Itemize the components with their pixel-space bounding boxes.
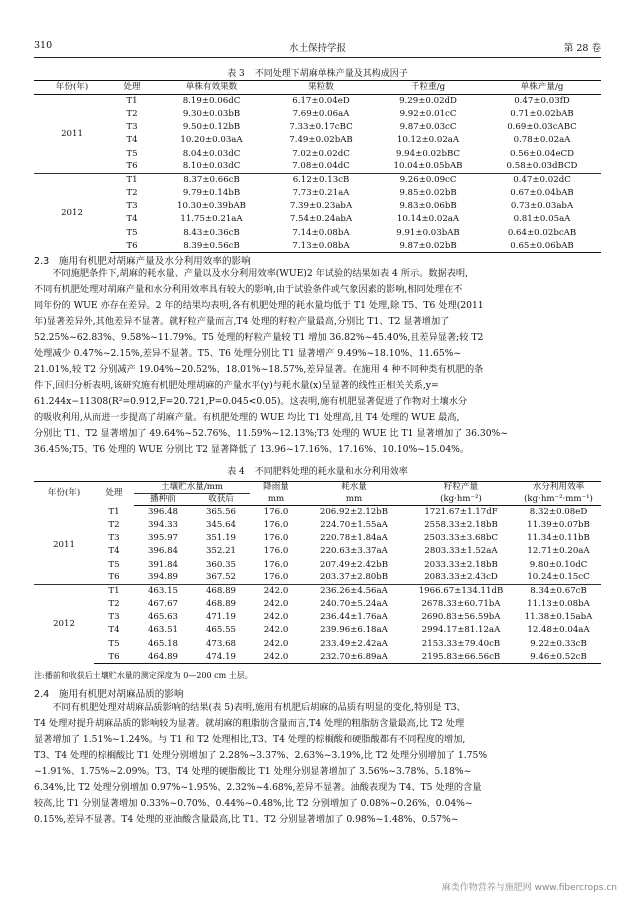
table3-cell: 11.75±0.21aA (180, 214, 243, 225)
table4-cell: 465.18 (147, 638, 179, 649)
table3-title: 不同处理下胡麻单株产量及其构成因子 (254, 69, 408, 79)
table4-label: 表 4 (227, 467, 245, 477)
table4-cell: 207.49±2.42bB (319, 559, 389, 570)
table4-row (34, 585, 601, 598)
page-number: 310 (34, 40, 53, 51)
table3-header-seeds: 果粒数 (269, 81, 373, 95)
table4-row (34, 651, 601, 664)
table4-cell: 2011 (53, 539, 75, 550)
table4-header-soil-water: 土壤贮水量/mm (134, 482, 250, 494)
table4-cell: 240.70±5.24aA (320, 599, 388, 610)
table4-cell: 242.0 (263, 612, 289, 623)
table4-cell: 473.68 (205, 638, 237, 649)
table3-cell: T1 (126, 96, 138, 107)
table3-cell: 0.64±0.02bcAB (507, 227, 577, 238)
table4-cell: T5 (108, 559, 120, 570)
table4-cell: 176.0 (263, 572, 289, 583)
table4-row (34, 637, 601, 650)
table4-cell: 465.63 (147, 612, 179, 623)
table3-header-kernel-weight: 千粒重/g (373, 81, 483, 95)
table4-cell: 395.97 (147, 533, 179, 544)
table3-header-yield: 单株产量/g (483, 81, 601, 95)
running-header (34, 40, 601, 56)
section-2-3-body (34, 266, 601, 458)
text-line: 的吸收利用,从而进一步提高了胡麻产量。有机肥处理的 WUE 均比 T1 处理高,且 T4 处理的 WUE 最高, (34, 412, 460, 423)
table3-row (34, 121, 601, 134)
table4-cell: 351.19 (205, 533, 237, 544)
table4-header-rainfall-unit: mm (250, 494, 302, 506)
table3-cell: 7.33±0.17cBC (289, 122, 353, 133)
table3-cell: 8.19±0.06dC (182, 96, 241, 107)
table4-cell: 1721.67±1.17dF (424, 507, 498, 518)
table3-cell: 0.65±0.06bAB (483, 240, 601, 253)
table4-cell: 9.22±0.33cB (530, 638, 587, 649)
table4-cell: 365.56 (205, 507, 237, 518)
text-line: T4 处理对提升胡麻品质的影响较为显著。就胡麻的粗脂肪含量而言,T4 处理的粗脂肪含量最高,比 T2 处理 (34, 718, 465, 729)
table4-cell: 2195.83±66.56cB (406, 651, 516, 664)
table3-cell: 7.73±0.21aA (292, 188, 350, 199)
table4-header-rainfall: 降雨量 (250, 482, 302, 494)
table4-cell: 12.48±0.04aA (527, 625, 590, 636)
table3-cell: 9.29±0.02dD (399, 96, 457, 107)
text-line: 21.01%,较 T2 分别减产 19.04%~20.52%、18.01%~18.57%,差异显著。在施用 4 种不同种类有机肥的条 (34, 364, 484, 375)
table4-cell: 8.34±0.67cB (516, 585, 601, 598)
table3-row (34, 108, 601, 121)
table3-cell: 6.12±0.13cB (269, 174, 373, 187)
table3-cell: 7.14±0.08bA (292, 227, 350, 238)
table3-row (34, 174, 601, 187)
table3-cell: 9.30±0.03bB (182, 108, 241, 119)
table4-cell: 11.39±0.07bB (527, 519, 590, 530)
table3-header-capsules: 单株有效果数 (154, 81, 269, 95)
table3-row (34, 147, 601, 160)
table3-cell: 9.91±0.03bAB (396, 227, 460, 238)
table4-header-year: 年份(年) (34, 482, 94, 506)
table4-cell: 242.0 (263, 625, 289, 636)
table4-cell: T1 (94, 585, 134, 598)
table4-cell: 345.64 (205, 519, 237, 530)
table4-header-water-unit: mm (302, 494, 406, 506)
table3-cell: T5 (126, 227, 138, 238)
table4-cell: 224.70±1.55aA (320, 519, 388, 530)
table4-cell: T2 (108, 599, 120, 610)
table4-cell: 474.19 (192, 651, 250, 664)
table4-cell: 464.89 (134, 651, 192, 664)
table3-cell: 0.47±0.03fD (514, 96, 570, 107)
table3-cell: 10.12±0.02aA (396, 135, 460, 146)
text-line: 件下,回归分析表明,该研究施有机肥处理胡麻的产量水平(y)与耗水量(x)呈显著的线性正相关关系,y= (34, 380, 439, 391)
table3-cell: 10.20±0.03aA (180, 135, 243, 146)
table3-label: 表 3 (227, 69, 245, 79)
table4-cell: T5 (108, 638, 120, 649)
table4-cell: 176.0 (263, 533, 289, 544)
table4-cell: T3 (108, 533, 120, 544)
table3-cell: 2012 (34, 174, 110, 253)
table4-cell: 394.89 (147, 572, 179, 583)
table4-cell: 2033.33±2.18bB (424, 559, 498, 570)
table4-cell: 176.0 (263, 507, 289, 518)
table4-cell: 232.70±6.89aA (302, 651, 406, 664)
text-line: 6.34%,比 T2 处理分别增加 0.97%~1.95%、2.32%~4.68%,差异不显著。油酸表现为 T4、T5 处理的含量 (34, 782, 482, 793)
table4-header-before-sowing: 播种前 (134, 494, 192, 506)
table4-cell: 176.0 (263, 546, 289, 557)
table4-cell: 242.0 (250, 585, 302, 598)
table4-cell: 12.71±0.20aA (527, 546, 590, 557)
table4-cell: 468.89 (205, 599, 237, 610)
table4-cell: T2 (108, 519, 120, 530)
table4-cell: 2690.83±56.59bA (421, 612, 501, 623)
table3-cell: 0.69±0.03cABC (507, 122, 577, 133)
table4-cell: 11.13±0.08bA (527, 599, 590, 610)
table3-cell: 0.71±0.02bAB (510, 108, 574, 119)
table3-cell: 7.39±0.23abA (289, 201, 353, 212)
table4-cell: T4 (108, 625, 120, 636)
table4-cell: T6 (108, 572, 120, 583)
table3-cell: T1 (110, 174, 154, 187)
watermark: 麻类作物营养与施肥网 www.fibercrops.cn (441, 883, 617, 893)
table3-cell: 9.79±0.14bB (182, 188, 241, 199)
table3-cell: 10.14±0.02aA (396, 214, 460, 225)
table4-cell: 242.0 (250, 651, 302, 664)
table4-cell: 236.44±1.76aA (320, 612, 388, 623)
table4-cell: 468.89 (192, 585, 250, 598)
table4-row (34, 611, 601, 624)
table3-cell: 7.49±0.02bAB (289, 135, 353, 146)
section-2-4-body (34, 700, 601, 828)
text-line: 不同有机肥处理对胡麻品质影响的结果(表 5)表明,施用有机肥后胡麻的品质有明显的变化,特别是 T3、 (34, 702, 466, 713)
table4-header-wue-unit: (kg·hm⁻²·mm⁻¹) (516, 494, 601, 506)
table4-row (34, 519, 601, 532)
table4-cell: 352.21 (205, 546, 237, 557)
table4-cell: 8.32±0.08eD (529, 507, 588, 518)
text-line: 不同施肥条件下,胡麻的耗水量、产量以及水分利用效率(WUE)2 年试验的结果如表 4 所示。数据表明, (34, 268, 469, 279)
table4-row (34, 532, 601, 545)
table3-cell: 9.85±0.02bB (399, 188, 457, 199)
table4-header-grain-yield: 籽粒产量 (406, 482, 516, 494)
table3-cell: 0.58±0.03dBCD (506, 161, 578, 172)
table4-cell: 2153.33±79.40cB (421, 638, 501, 649)
table4-cell: 2994.17±81.12aA (421, 625, 501, 636)
text-line: 年)显著差异外,其他差异不显著。就籽粒产量而言,T4 处理的籽粒产量最高,分别比 T1、T2 显著增加了 (34, 316, 450, 327)
table4-title: 不同肥料处理的耗水量和水分利用效率 (254, 467, 408, 477)
text-line: 处理减少 0.47%~2.15%,差异不显著。T5、T6 处理分别比 T1 显著增产 9.49%~18.10%、11.65%~ (34, 348, 462, 359)
table3-cell: 0.78±0.02aA (513, 135, 571, 146)
text-line: ~1.91%、1.75%~2.09%。T3、T4 处理的硬脂酸比 T1 处理分别显著增加了 3.56%~3.78%、5.18%~ (34, 766, 472, 777)
table4-cell: 242.0 (263, 638, 289, 649)
table3-cell: 8.39±0.56cB (154, 240, 269, 253)
table4-cell: 176.0 (263, 559, 289, 570)
table4-cell: 465.55 (205, 625, 237, 636)
table4-cell: 396.84 (147, 546, 179, 557)
table4-cell: 11.38±0.15abA (524, 612, 593, 623)
table4-cell: 467.67 (147, 599, 179, 610)
table3-row (34, 160, 601, 173)
text-line: 同年份的 WUE 亦存在差异。2 年的结果均表明,各有机肥处理的耗水量均低于 T1 处理,除 T5、T6 处理(2011 (34, 300, 484, 311)
table3-cell: T3 (126, 201, 138, 212)
header-rule (34, 57, 601, 58)
section-2-3-heading: 2.3 施用有机肥对胡麻产量及水分利用效率的影响 (34, 256, 251, 267)
table4-cell: 2012 (34, 585, 94, 664)
table3-cell: 9.87±0.02bB (373, 240, 483, 253)
table4-cell: T6 (94, 651, 134, 664)
table3-cell: 9.94±0.02bBC (395, 148, 461, 159)
table4-cell: 176.0 (263, 519, 289, 530)
table3-header-year: 年份(年) (34, 81, 110, 95)
table4-cell: 360.35 (205, 559, 237, 570)
table3-cell: 8.10±0.03dC (182, 161, 241, 172)
table4-header-yield-unit: (kg·hm⁻²) (406, 494, 516, 506)
table4-cell: 236.26±4.56aA (302, 585, 406, 598)
table3-cell: T4 (126, 214, 138, 225)
table4-row (34, 598, 601, 611)
table3-cell: T2 (126, 188, 138, 199)
table4-cell: 2503.33±3.68bC (424, 533, 498, 544)
table4-header-wue: 水分利用效率 (516, 482, 601, 494)
table4-cell: 394.33 (147, 519, 179, 530)
table3-row (34, 134, 601, 147)
table3 (34, 80, 601, 253)
table4-cell: 10.24±0.15cC (527, 572, 590, 583)
table4 (34, 481, 601, 664)
table4-row (34, 571, 601, 584)
table4-cell: 391.84 (147, 559, 179, 570)
table4-cell: 367.52 (205, 572, 237, 583)
table3-cell: T3 (126, 122, 138, 133)
table4-row (34, 545, 601, 558)
text-line: 分别比 T1、T2 显著增加了 49.64%~52.76%、11.59%~12.13%;T3 处理的 WUE 比 T1 显著增加了 36.30%~ (34, 428, 508, 439)
table4-caption (34, 464, 601, 477)
table3-cell: 0.56±0.04eCD (509, 148, 575, 159)
table4-row (34, 558, 601, 571)
table3-cell: 8.04±0.03dC (182, 148, 241, 159)
table4-cell: 239.96±6.18aA (320, 625, 388, 636)
table3-cell: 10.04±0.05bAB (393, 161, 463, 172)
table4-header-treatment: 处理 (94, 482, 134, 506)
table4-cell: 2678.33±60.71bA (421, 599, 501, 610)
table4-cell: T3 (108, 612, 120, 623)
table3-cell: 0.47±0.02dC (483, 174, 601, 187)
table4-cell: 206.92±2.12bB (319, 507, 389, 518)
table4-header-after-harvest: 收获后 (192, 494, 250, 506)
table3-row (34, 95, 601, 108)
table4-cell: T4 (108, 546, 120, 557)
table3-row (34, 200, 601, 213)
table3-row (34, 187, 601, 200)
table4-row (34, 624, 601, 637)
text-line: 较高,比 T1 分别显著增加 0.33%~0.70%、0.44%~0.48%,比 T2 分别增加了 0.08%~0.26%、0.04%~ (34, 798, 473, 809)
table3-cell: 9.83±0.06bB (399, 201, 457, 212)
text-line: 显著增加了 1.51%~1.24%。与 T1 和 T2 处理相比,T3、T4 处理的棕榈酸和硬脂酸都有不同程度的增加, (34, 734, 466, 745)
text-line: 61.244x−11308(R²=0.912,F=20.721,P=0.045<0.05)。这表明,施有机肥显著促进了作物对土壤水分 (34, 396, 468, 407)
table4-cell: 220.63±3.37aA (320, 546, 388, 557)
table3-cell: 7.02±0.02dC (292, 148, 350, 159)
text-line: 52.25%~62.83%、9.58%~11.79%。T5 处理的籽粒产量较 T1 增加 36.82%~45.40%,且差异显著;较 T2 (34, 332, 484, 343)
table4-cell: 9.80±0.10dC (529, 559, 588, 570)
table4-cell: 1966.67±134.11dB (406, 585, 516, 598)
table4-cell: 463.15 (134, 585, 192, 598)
table4-cell: 11.34±0.11bB (527, 533, 590, 544)
table3-cell: 9.92±0.01cC (399, 108, 457, 119)
table4-cell: 242.0 (263, 599, 289, 610)
table3-cell: 9.87±0.03cC (399, 122, 457, 133)
table3-cell: T2 (126, 108, 138, 119)
table4-cell: 463.51 (147, 625, 179, 636)
table3-header-treatment: 处理 (110, 81, 154, 95)
table4-header-water-consumption: 耗水量 (302, 482, 406, 494)
table3-cell: 0.73±0.03abA (510, 201, 574, 212)
text-line: 0.15%,差异不显著。T4 处理的亚油酸含量最高,比 T1、T2 分别显著增加了 0.98%~1.48%、0.57%~ (34, 814, 459, 825)
table4-cell: 220.78±1.84aA (320, 533, 388, 544)
section-2-4-heading: 2.4 施用有机肥对胡麻品质的影响 (34, 689, 184, 700)
table3-cell: 9.50±0.12bB (182, 122, 241, 133)
table4-note: 注:播前和收获后土壤贮水量的测定深度为 0—200 cm 土层。 (34, 671, 253, 680)
table4-row (34, 506, 601, 519)
table3-cell: 7.08±0.04dC (292, 161, 350, 172)
journal-name: 水土保持学报 (288, 43, 346, 54)
table4-cell: 2558.33±2.18bB (424, 519, 498, 530)
table3-row (34, 240, 601, 253)
table3-cell: 7.13±0.08bA (269, 240, 373, 253)
table3-cell: T6 (126, 161, 138, 172)
table3-cell: 7.54±0.24abA (289, 214, 353, 225)
table4-cell: 396.48 (147, 507, 179, 518)
table3-cell: 0.67±0.04bAB (510, 188, 574, 199)
table4-cell: 203.37±2.80bB (319, 572, 389, 583)
table3-cell: 8.37±0.66cB (154, 174, 269, 187)
table4-cell: 2083.33±2.43cD (424, 572, 498, 583)
table3-cell: 0.81±0.05aA (513, 214, 571, 225)
text-line: 不同有机肥处理对胡麻产量和水分利用效率具有较大的影响,由于试验条件或气象因素的影响,相同处理在不 (34, 284, 463, 295)
table3-cell: 2011 (61, 128, 83, 139)
table3-cell: 9.26±0.09cC (373, 174, 483, 187)
table3-row (34, 213, 601, 226)
table4-cell: 233.49±2.42aA (320, 638, 388, 649)
table3-cell: 6.17±0.04eD (292, 96, 350, 107)
table3-row (34, 226, 601, 239)
text-line: 36.45%;T5、T6 处理的 WUE 分别比 T2 显著降低了 13.96~17.16%、17.16%、10.10%~15.04%。 (34, 444, 470, 455)
table3-caption (34, 66, 601, 79)
table4-cell: T1 (108, 506, 120, 517)
table4-cell: 2803.33±1.52aA (424, 546, 498, 557)
table3-cell: 7.69±0.06aA (292, 108, 350, 119)
table4-cell: 471.19 (205, 612, 237, 623)
volume-label: 第 28 卷 (563, 43, 601, 54)
table3-cell: T4 (126, 135, 138, 146)
table3-cell: T5 (126, 148, 138, 159)
table3-cell: T6 (110, 240, 154, 253)
text-line: T3、T4 处理的棕榈酸比 T1 处理分别增加了 2.28%~3.37%、2.63%~3.19%,比 T2 处理分别增加了 1.75% (34, 750, 488, 761)
table3-cell: 10.30±0.39bAB (177, 201, 246, 212)
table4-cell: 9.46±0.52cB (516, 651, 601, 664)
table3-cell: 8.43±0.36cB (183, 227, 240, 238)
